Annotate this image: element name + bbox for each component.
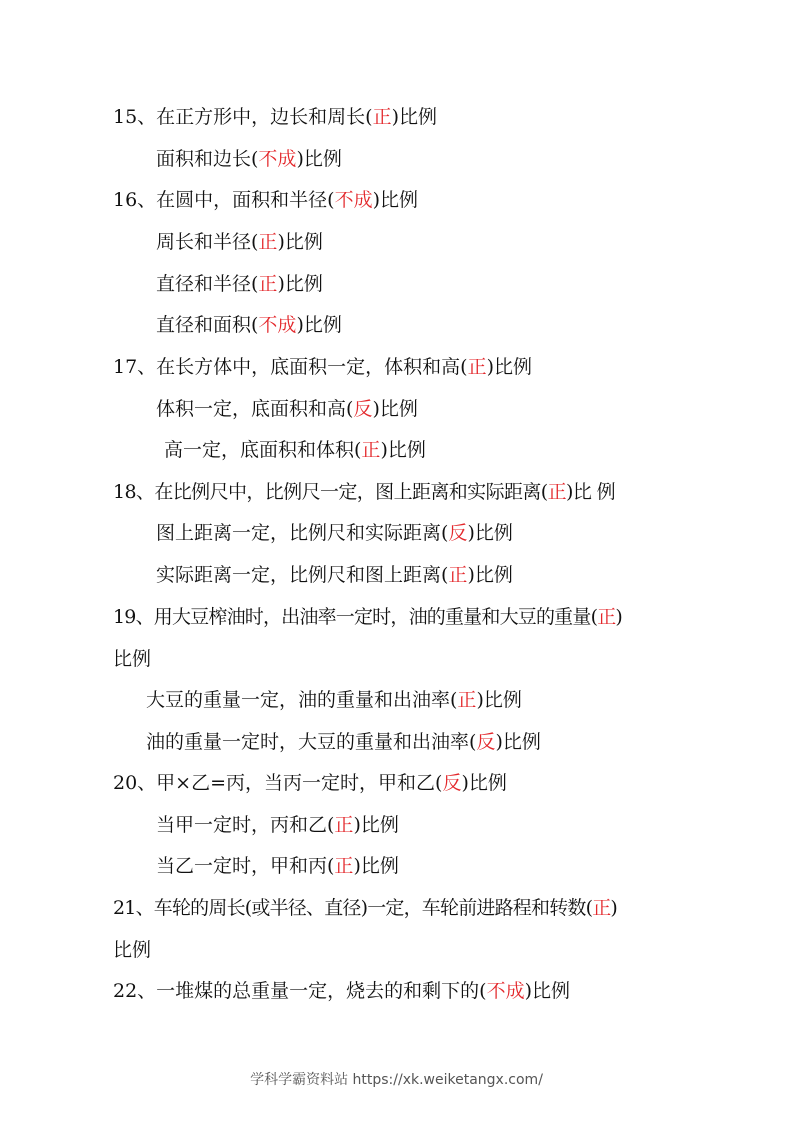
sub-text: 体积一定，底面积和高(: [156, 398, 354, 420]
question-15-sub-1: [156, 146, 342, 172]
question-16-text: 16、在圆中，面积和半径(: [113, 189, 335, 211]
question-20-suffix: )比例: [461, 772, 507, 794]
question-16-suffix: )比例: [372, 189, 419, 211]
sub-suffix: )比例: [467, 522, 513, 544]
sub-suffix: )比例: [296, 148, 342, 170]
question-15-answer: 正: [372, 106, 392, 128]
question-18-suffix: )比 例: [566, 481, 616, 503]
question-21-answer: 正: [592, 897, 611, 919]
question-18-text: 18、在比例尺中，比例尺一定，图上距离和实际距离(: [113, 481, 548, 503]
question-19-answer: 正: [597, 606, 616, 628]
sub-text: 直径和面积(: [156, 314, 259, 336]
sub-suffix: )比例: [353, 855, 399, 877]
question-22-text: 22、一堆煤的总重量一定，烧去的和剩下的(: [113, 980, 487, 1002]
sub-suffix: )比例: [353, 814, 399, 836]
question-18-sub-2: [156, 562, 513, 588]
question-17-sub-2: [164, 437, 426, 463]
question-17-suffix: )比例: [486, 356, 533, 378]
question-17-text: 17、在长方体中，底面积一定，体积和高(: [113, 356, 468, 378]
question-20-answer: 反: [442, 772, 462, 794]
sub-suffix: )比例: [380, 439, 426, 461]
sub-suffix: )比例: [476, 689, 522, 711]
question-16-sub-3: [156, 312, 342, 338]
question-16-line: [113, 187, 418, 213]
question-16-sub-2: [156, 271, 323, 297]
question-16-answer: 不成: [334, 189, 373, 211]
question-16-sub-1: [156, 229, 323, 255]
sub-text: 面积和边长(: [156, 148, 259, 170]
sub-answer: 正: [361, 439, 381, 461]
question-18-sub-1: [156, 520, 513, 546]
sub-suffix: )比例: [277, 273, 323, 295]
question-22-suffix: )比例: [524, 980, 571, 1002]
sub-text: 当乙一定时，甲和丙(: [156, 855, 335, 877]
sub-text: 直径和半径(: [156, 273, 259, 295]
sub-answer: 不成: [258, 148, 297, 170]
sub-suffix: )比例: [296, 314, 342, 336]
question-20-text: 20、甲×乙=丙，当丙一定时，甲和乙(: [113, 772, 443, 794]
sub-suffix: )比例: [372, 398, 418, 420]
question-17-sub-1: [156, 396, 418, 422]
question-19-sub-2: [146, 729, 541, 755]
question-22-answer: 不成: [486, 980, 525, 1002]
sub-text: 高一定，底面积和体积(: [164, 439, 362, 461]
sub-answer: 正: [334, 855, 354, 877]
footer-watermark: 学科学霸资料站 https://xk.weiketangx.com/: [250, 1072, 543, 1088]
question-21-wrap: [113, 937, 151, 963]
sub-answer: 正: [258, 231, 278, 253]
question-21-line: [113, 895, 617, 921]
sub-text: 实际距离一定，比例尺和图上距离(: [156, 564, 449, 586]
wrap-text: 比例: [113, 939, 152, 961]
sub-suffix: )比例: [495, 731, 541, 753]
sub-answer: 反: [353, 398, 373, 420]
sub-answer: 正: [334, 814, 354, 836]
sub-suffix: )比例: [277, 231, 323, 253]
question-19-line: [113, 604, 622, 630]
question-20-sub-1: [156, 812, 399, 838]
question-19-wrap: [113, 646, 151, 672]
sub-text: 周长和半径(: [156, 231, 259, 253]
sub-answer: 反: [476, 731, 496, 753]
question-19-text: 19、用大豆榨油时，出油率一定时，油的重量和大豆的重量(: [113, 606, 598, 628]
sub-suffix: )比例: [467, 564, 513, 586]
wrap-text: 比例: [113, 648, 152, 670]
question-17-line: [113, 354, 532, 380]
question-20-line: [113, 770, 507, 796]
sub-text: 油的重量一定时，大豆的重量和出油率(: [146, 731, 477, 753]
question-19-sub-1: [146, 687, 522, 713]
question-18-answer: 正: [547, 481, 566, 503]
sub-text: 图上距离一定，比例尺和实际距离(: [156, 522, 449, 544]
question-17-answer: 正: [467, 356, 487, 378]
sub-answer: 不成: [258, 314, 297, 336]
question-22-line: [113, 978, 570, 1004]
sub-answer: 反: [448, 522, 468, 544]
question-15-suffix: )比例: [391, 106, 438, 128]
question-21-suffix: ): [610, 897, 618, 919]
question-18-line: [113, 479, 615, 505]
sub-text: 大豆的重量一定，油的重量和出油率(: [146, 689, 458, 711]
sub-answer: 正: [448, 564, 468, 586]
question-15-text: 15、在正方形中，边长和周长(: [113, 106, 373, 128]
question-21-text: 21、车轮的周长(或半径、直径)一定，车轮前进路程和转数(: [113, 897, 593, 919]
sub-answer: 正: [258, 273, 278, 295]
sub-answer: 正: [457, 689, 477, 711]
sub-text: 当甲一定时，丙和乙(: [156, 814, 335, 836]
question-19-suffix: ): [615, 606, 623, 628]
question-20-sub-2: [156, 853, 399, 879]
question-15-line: [113, 104, 437, 130]
